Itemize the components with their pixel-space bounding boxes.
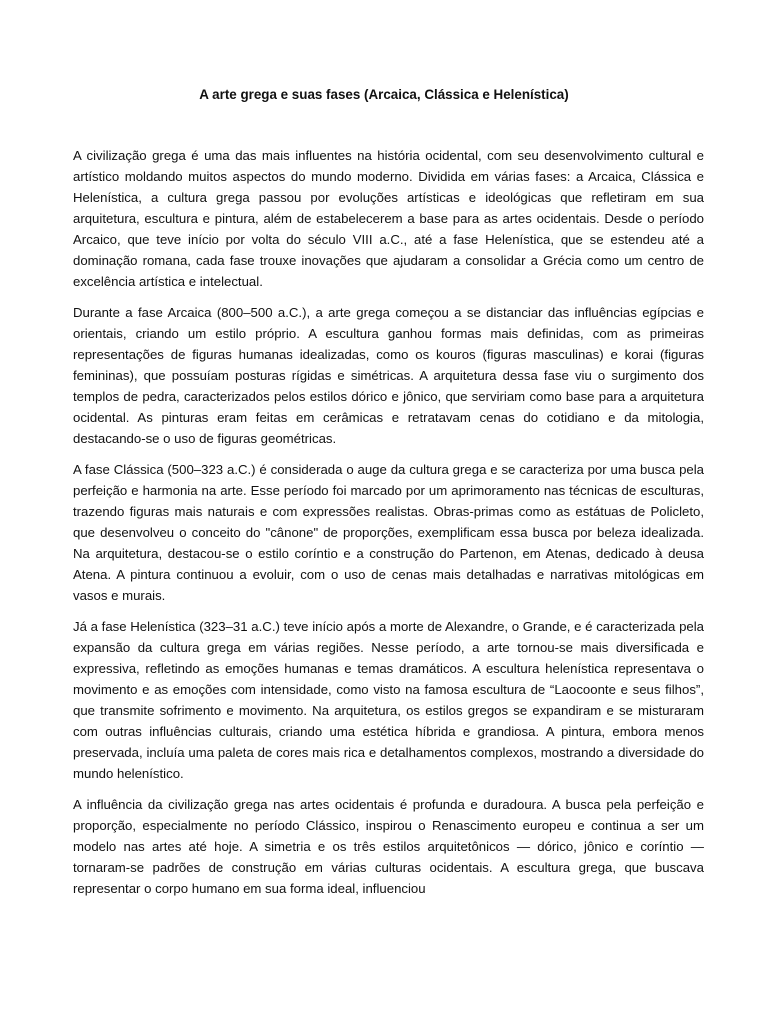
paragraph-influence: A influência da civilização grega nas artes ocidentais é profunda e duradoura. A busca pela perfeição e proporção, especialmente no período Clássico, inspirou o Renascimento europeu e continua a ser um modelo nas artes até hoje. A simetria e os três estilos arquitetônicos — dórico, jônico e coríntio — tornaram-se padrões de construção em várias culturas ocidentais. A escultura grega, que buscava representar o corpo humano em sua forma ideal, influenciou [73, 797, 704, 896]
document-body [73, 145, 704, 909]
document-title: A arte grega e suas fases (Arcaica, Clássica e Helenística) [199, 87, 569, 102]
paragraph-hellenistic-phase: Já a fase Helenística (323–31 a.C.) teve início após a morte de Alexandre, o Grande, e é caracterizada pela expansão da cultura grega em várias regiões. Nesse período, a arte tornou-se mais diversificada e expressiva, refletindo as emoções humanas e temas dramáticos. A escultura helenística representava o movimento e as emoções com intensidade, como visto na famosa escultura de “Laocoonte e seus filhos”, que transmite sofrimento e movimento. Na arquitetura, os estilos gregos se expandiram e se misturaram com outras influências culturais, criando uma estética híbrida e grandiosa. A pintura, embora menos preservada, incluía uma paleta de cores mais rica e detalhamentos complexos, mostrando a diversidade do mundo helenístico. [73, 619, 704, 781]
paragraph-classical-phase: A fase Clássica (500–323 a.C.) é considerada o auge da cultura grega e se caracteriza por uma busca pela perfeição e harmonia na arte. Esse período foi marcado por um aprimoramento nas técnicas de esculturas, trazendo figuras mais naturais e com expressões realistas. Obras-primas como as estátuas de Policleto, que desenvolveu o conceito do "cânone" de proporções, exemplificam essa busca por beleza idealizada. Na arquitetura, destacou-se o estilo coríntio e a construção do Partenon, em Atenas, dedicado à deusa Atena. A pintura continuou a evoluir, com o uso de cenas mais detalhadas e narrativas mitológicas em vasos e murais. [73, 462, 704, 603]
paragraph-introduction: A civilização grega é uma das mais influentes na história ocidental, com seu desenvolvimento cultural e artístico moldando muitos aspectos do mundo moderno. Dividida em várias fases: a Arcaica, Clássica e Helenística, a cultura grega passou por evoluções artísticas e ideológicas que refletiram em sua arquitetura, escultura e pintura, além de estabelecerem a base para as artes ocidentais. Desde o período Arcaico, que teve início por volta do século VIII a.C., até a fase Helenística, que se estendeu até a dominação romana, cada fase trouxe inovações que ajudaram a consolidar a Grécia como um centro de excelência artística e intelectual. [73, 148, 704, 289]
paragraph-archaic-phase: Durante a fase Arcaica (800–500 a.C.), a arte grega começou a se distanciar das influências egípcias e orientais, criando um estilo próprio. A escultura ganhou formas mais definidas, com as primeiras representações de figuras humanas idealizadas, como os kouros (figuras masculinas) e korai (figuras femininas), que possuíam posturas rígidas e simétricas. A arquitetura dessa fase viu o surgimento dos templos de pedra, caracterizados pelos estilos dórico e jônico, que serviriam como base para a arquitetura ocidental. As pinturas eram feitas em cerâmicas e retratavam cenas do cotidiano e da mitologia, destacando-se o uso de figuras geométricas. [73, 305, 704, 446]
